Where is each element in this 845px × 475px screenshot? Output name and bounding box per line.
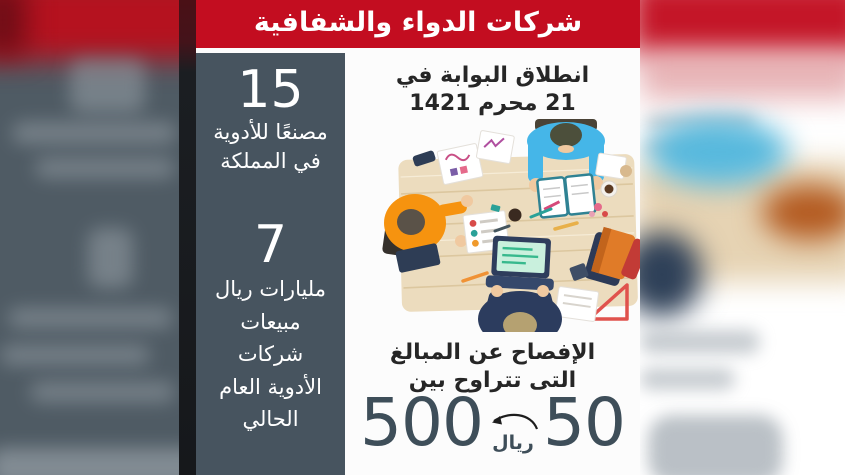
launch-line-2: 21 محرم 1421 bbox=[409, 90, 576, 116]
content-area bbox=[345, 53, 640, 475]
bg-smudge bbox=[0, 448, 200, 475]
bg-smudge bbox=[648, 415, 783, 475]
stat-sales-label-3: شركات bbox=[237, 342, 304, 367]
bg-smudge bbox=[640, 368, 735, 390]
team-collaboration-illustration bbox=[345, 119, 640, 332]
panel-edge-shadow bbox=[179, 0, 196, 475]
bg-smudge bbox=[0, 345, 150, 365]
title-banner bbox=[196, 0, 640, 48]
range-arrow-icon bbox=[485, 407, 541, 433]
bg-smudge bbox=[640, 330, 760, 354]
stat-sales-label-2: مبيعات bbox=[240, 309, 301, 334]
bg-right-red-blob bbox=[630, 0, 845, 56]
range-max-value: 500 bbox=[360, 384, 483, 461]
page-title: شركات الدواء والشفافية bbox=[253, 6, 583, 38]
panel-body bbox=[196, 53, 640, 475]
stats-sidebar bbox=[196, 53, 345, 475]
launch-text bbox=[396, 62, 589, 117]
stat-factories-label-2: في المملكة bbox=[220, 148, 321, 173]
launch-line-1: انطلاق البوابة في bbox=[395, 63, 590, 88]
range-min-value: 50 bbox=[543, 384, 625, 461]
currency-label: ريال bbox=[492, 432, 534, 455]
stat-sales bbox=[196, 215, 345, 435]
bg-smudge bbox=[30, 382, 175, 402]
stat-factories-label-1: مصنعًا للأدوية bbox=[213, 119, 328, 144]
stat-sales-label-4: الأدوية العام bbox=[219, 374, 322, 399]
bg-smudge bbox=[70, 58, 145, 113]
stat-sales-label-5: الحالي bbox=[242, 407, 299, 432]
bg-right-blue-person-blob bbox=[648, 118, 788, 186]
bg-smudge bbox=[12, 122, 177, 144]
disclosure-line-1: الإفصاح عن المبالغ bbox=[389, 340, 596, 365]
range-middle bbox=[483, 407, 543, 456]
bg-left-darkred-blob bbox=[0, 0, 25, 55]
stat-sales-value: 7 bbox=[253, 215, 288, 276]
disclosure-line-2: التى تتراوح بين bbox=[408, 367, 577, 393]
bg-smudge bbox=[8, 308, 173, 328]
bg-smudge bbox=[88, 228, 133, 288]
stat-sales-label-1: مليارات ريال bbox=[215, 276, 326, 301]
infographic-panel bbox=[196, 0, 640, 475]
stat-factories-value: 15 bbox=[237, 60, 304, 120]
amount-range bbox=[360, 384, 625, 461]
bg-right-pink-blob bbox=[640, 52, 845, 100]
bg-smudge bbox=[35, 158, 175, 178]
stat-factories bbox=[196, 60, 345, 176]
